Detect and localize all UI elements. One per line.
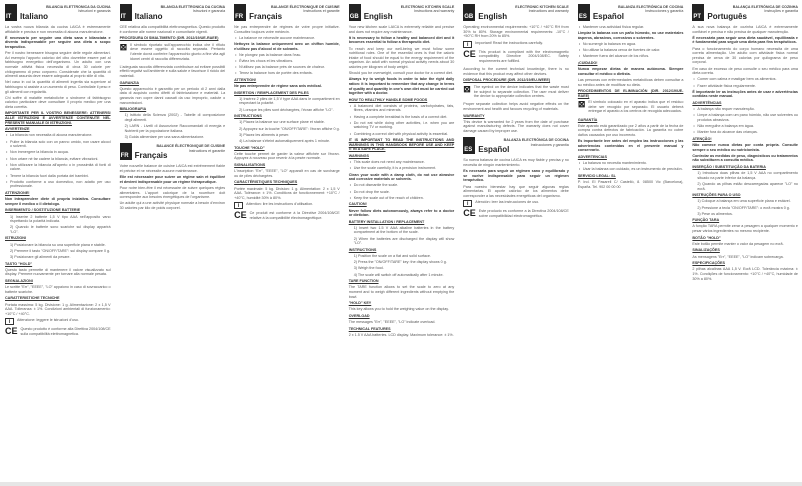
language-name: Español (478, 145, 510, 155)
paragraph: Nel caso in cui la quantità di alimenti ingerita sia superiore al fabbisogno si assiste a un aumento di peso. Controllate il peso e gli alimenti con regolarità. (5, 80, 111, 94)
icon-note-text: Ce produit est conforme à la Directive 2004/108/CE relative à la compatibilité électromagnétique. (249, 211, 340, 220)
bullet-item: • Non utilizzare la bilancia all'aperto o in prossimità di fonti di calore. (5, 163, 111, 172)
numbered-step: 3) Guida alimentare per una sana alimentazione. (124, 134, 205, 139)
numbered-step: 2) Quando le batterie sono scariche sul display apparirà "LO". (10, 225, 111, 234)
bullet-item: • Ne plongez pas la balance dans l'eau. (234, 53, 340, 58)
paragraph: Portata massima: 5 kg. Divisione: 1 g. Alimentazione: 2 x 1,5 V AAA. Tolleranza: ± 1%. Condizioni ambientali di funzionamento: +10°C / +40°C. (5, 302, 111, 316)
numbered-step: 1) Introduza duas pilhas de 1,5 V AAA no compartimento situado na parte inferior da balança. (697, 171, 798, 180)
product-title-block (161, 5, 225, 14)
section-heading: GARANZIA (119, 80, 140, 85)
bold-paragraph: Nettoyez la balance uniquement avec un chiffon humide, n'utilisez pas d'alcool ni de solvants. (234, 41, 340, 51)
language-code-badge: FR (120, 143, 132, 160)
paragraph: Ne pas entreprendre de régimes de votre propre initiative. Consultez toujours votre médecin. (234, 25, 340, 34)
weee-bin-icon: ⊠ (463, 83, 471, 94)
numbered-step: 1) Placez la balance sur une surface plane et stable. (239, 120, 325, 125)
language-name: Español (592, 12, 624, 21)
section-heading: ATTENTION! (234, 77, 257, 82)
section-heading: TECHNICAL FEATURES (348, 326, 391, 331)
bold-paragraph: Controlar as medidas de peso, diagnósticos ou tratamentos não substituem a consulta médica. (692, 153, 798, 163)
paragraph: Questo apparecchio è garantito per un periodo di 2 anni dalla data di acquisto contro difetti di fabbricazione e materiali. La garanzia non copre danni causati da uso improprio, cadute o manomissioni. (119, 86, 226, 105)
manual-column (115, 0, 230, 482)
icon-note-text: Attention: lire les instructions d'utilisation. (246, 202, 314, 207)
product-subtitle: Instructions and warranty (414, 9, 455, 14)
icon-note (578, 100, 684, 115)
bold-paragraph: Não comece nunca dietas por conta própria. Consulte sempre o seu médico ou nutricionista. (692, 143, 798, 152)
section-heading: CAUTION! (348, 202, 367, 207)
bullet-item: • Mantener una actividad física regular. (578, 25, 684, 30)
paragraph: Chi soffre di malattie metaboliche o sindrome di fabbisogno calorico particolare deve consultare il proprio medico per una dieta corretta. (5, 95, 111, 109)
section-heading: ¡CUIDADO! (577, 60, 598, 65)
section-heading: INSERÇÃO / SUBSTITUIÇÃO DA BATERIA (692, 164, 766, 169)
product-title-block (618, 5, 683, 14)
section-heading: HOW TO HEALTHILY HANDLE SOME FOODS (348, 97, 428, 102)
bullet-item: • Non immergere la bilancia in acqua. (5, 150, 111, 155)
paragraph: The TARE function allows to set the scale to zero at any moment and to weigh different ingredients without emptying the bowl. (348, 285, 455, 299)
language-header (578, 2, 684, 21)
product-title-block (401, 5, 455, 14)
bold-paragraph: Ne pas entreprendre de régime sans avis médical. (234, 84, 322, 89)
section-heading: PROCEDURA DI SMALTIMENTO (DIR. 2012/19/UE-RAEE) (119, 36, 219, 41)
paragraph: This device is warranted for 2 years from the date of purchase against manufacturing defects. The warranty does not cover damage caused by improper use. (463, 119, 569, 133)
paragraph: Cette touche permet de garder la valeur affichée sur l'écran. Appuyez à nouveau pour revenir à la pesée normale. (234, 151, 340, 161)
paragraph: Em caso de excesso de peso consulte o seu médico para uma dieta correta. (692, 66, 798, 76)
bullet-item: • Non urtare né far cadere la bilancia, evitare vibrazioni. (5, 157, 111, 162)
numbered-step: 2) Lorsque les piles sont déchargées, l'écran affiche "LO". (239, 107, 334, 112)
weee-bin-icon: ⊠ (119, 41, 128, 52)
icon-note-text: The symbol on the device indicates that the waste must be subject to separate collection. The user must deliver the device to appropriate collection centres. (473, 84, 569, 99)
section-heading: INSTRUÇÕES PARA O USO (692, 193, 741, 198)
paragraph: Este botão permite manter o valor da pesagem no ecrã. (692, 241, 784, 246)
language-name: Italiano (20, 12, 49, 21)
bullet-item: • Comer com calma e mastigar bem os alimentos. (692, 77, 798, 82)
bullet-item: • Tenez la balance hors de portée des enfants. (234, 71, 340, 76)
icon-note-text: Attenzione: leggere le istruzioni d'uso. (17, 318, 79, 323)
numbered-step: 3) Pese os alimentos. (697, 211, 733, 216)
section-heading: INSTRUCTIONS (348, 247, 377, 252)
numbered-step: 1) Istituto della Scienza (2002) - Tabelle di composizione degli alimenti. (124, 113, 226, 122)
manual-column (344, 0, 459, 482)
paragraph: Your new kitchen scale LAICA is extremely reliable and precise and does not require any maintenance. (348, 25, 455, 34)
section-heading: PROCEDIMIENTOS DE ELIMINACIÓN (DIR. 2012/19/UE-RAEE) (577, 89, 684, 98)
page-bottom-edge (0, 482, 802, 486)
product-subtitle: Instructions et garantie (303, 9, 340, 14)
icon-note (463, 50, 569, 65)
bold-paragraph: Nunca empezar dietas de manera autónoma. Siempre consultar el médico o dietista. (577, 67, 684, 76)
language-header (5, 2, 111, 21)
paragraph: 2 pilhas alcalinas AAA 1,5 V. Ecrã LCD. Tolerância máxima: ± 1%. Condições de funcionamento: +10°C / +40°C, humidade de 30% a 80%. (692, 267, 798, 281)
paragraph: CEE relativa alla compatibilità elettromagnetica. Questo prodotto è conforme alle norme nazionali e comunitarie vigenti. (119, 25, 226, 34)
language-name: Français (249, 12, 283, 21)
section-heading: INSERIMENTO / SOSTITUZIONE BATTERIE (5, 208, 81, 213)
paragraph: A sua nova balança de cozinha LAICA é extremamente confiável e precisa e não precisa de qualquer manutenção. (692, 25, 798, 34)
bullet-item: • Manter fora do alcance das crianças. (692, 130, 798, 135)
language-code-badge: PT (692, 4, 704, 21)
product-title: ELECTRONIC KITCHEN SCALE (400, 5, 455, 9)
bullet-item: • Tenere la bilancia fuori dalla portata dei bambini. (5, 174, 111, 179)
bullet-item: • A balança não requer manutenção. (692, 107, 798, 112)
bullet-item: • Combining a correct diet with physical activity is essential. (349, 132, 455, 137)
bullet-item: • Usar la balanza con cuidado, es un instrumento de precisión. (578, 167, 684, 172)
section-heading: OVERLOAD (348, 313, 370, 318)
bold-paragraph: Never follow diets autonomously, always refer to a doctor or dietician. (348, 208, 455, 218)
paragraph: Para o funcionamento do corpo humano necessita de uma correta alimentação. Um adulto com atividade física normal precisa de cerca de 30 calorias por quilograma de peso corporal. (692, 46, 798, 65)
manual-column (458, 0, 573, 482)
ce-mark-icon: CE (5, 326, 18, 337)
section-heading: CARACTÉRISTIQUES TECHNIQUES (234, 180, 298, 185)
numbered-step: 2) LARN - Livelli di Assunzione Raccomandati di energia e Nutrienti per la popolazione italiana. (124, 124, 226, 133)
product-subtitle: Istruzioni e garanzia (78, 9, 111, 14)
paragraph: Le scritte "Err", "EEEE", "LO" appaiono in caso di sovraccarico o batterie scariche. (5, 285, 111, 294)
section-heading: CARATTERISTICHE TECNICHE (5, 296, 60, 301)
language-code-badge: IT (120, 4, 132, 21)
paragraph: Las personas con enfermedades metabólicas deben consultar a su médico antes de modificar su dieta. (577, 77, 684, 87)
manual-column (0, 0, 115, 482)
paragraph: According to the current technical knowledge, there is no evidence that this product may affect other devices. (463, 67, 569, 76)
language-header (463, 2, 569, 21)
read-manual-icon: i (5, 318, 14, 325)
manual-column (573, 0, 688, 482)
bullet-item: • This scale does not need any maintenance. (349, 160, 455, 165)
bullet-item: • A balanced diet consists of proteins, carbohydrates, fats, fibres, vitamins and minerals. (349, 104, 455, 113)
bullet-item: • Não mergulhe a balança em água. (692, 124, 798, 129)
language-code-badge: FR (234, 4, 246, 21)
bullet-item: • Pulire la bilancia solo con un panno umido, non usare alcool o solventi. (5, 140, 111, 149)
section-heading: GARANTÍA (577, 117, 598, 122)
section-heading: INSERTION / REMPLACEMENT DES PILES (234, 90, 309, 95)
section-heading: FUNÇÃO TARA (692, 218, 720, 223)
ce-mark-icon: CE (463, 208, 476, 219)
product-title-block (733, 5, 798, 14)
bullet-item: • La balanza no necesita mantenimiento. (578, 161, 684, 166)
numbered-step: 2) Press the "ON/OFF/TARE" key: the display shows 0 g. (353, 260, 447, 265)
paragraph: L'inscription "Err", "EEEE", "LO" apparaît en cas de surcharge ou de piles déchargées. (234, 169, 340, 178)
section-heading: DISPOSAL PROCEDURE (DIR. 2012/19/EU-WEEE) (463, 78, 551, 83)
bullet-item: • Use the scale carefully, it is a precision instrument. (349, 166, 455, 171)
product-title: BALANCE ÉLECTRONIQUE DE CUISINE (271, 5, 340, 9)
language-header (234, 2, 340, 21)
numbered-step: 2) Quando as pilhas estão descarregadas aparece "LO" no ecrã. (697, 181, 798, 191)
bullet-item: • Having a complete breakfast is the basis of a correct diet. (349, 115, 455, 120)
bullet-item: • Limpe a balança com um pano húmido, não use solventes ou produtos abrasivos. (692, 113, 798, 122)
paragraph: A função TARA permite zerar a pesagem a qualquer momento e pesar vários ingredientes no mesmo recipiente. (692, 224, 798, 234)
language-header (692, 2, 798, 21)
bullet-item: • No sumergir la balanza en agua. (578, 42, 684, 47)
product-title-block (515, 5, 569, 14)
numbered-step: 1) Coloque a balança em uma superfície plana e estável. (697, 199, 791, 204)
section-heading: ATTENZIONE! (5, 190, 30, 195)
bullet-item: • Mantener fuera del alcance de los niños. (578, 54, 684, 59)
icon-note-text: Il simbolo riportato sull'apparecchio indica che il rifiuto deve essere oggetto di raccolta separata. Pertanto l'utente dovrà conferire l'apparecchio giunto a fine vita agli idonei centri di raccolta differenziata. (130, 42, 226, 61)
read-manual-icon: i (234, 202, 243, 209)
product-subtitle: Istruzioni e garanzia (192, 9, 226, 14)
paragraph: Pour notre bien-être il est nécessaire de suivre quelques règles alimentaires. L'apport calorique de la nourriture doit correspondre aux besoins énergétiques de l'organisme. (119, 186, 226, 200)
section-heading: SERVICIO LEGAL: SL (577, 173, 616, 178)
language-code-badge: ES (578, 4, 590, 21)
product-subtitle: Instrucciones y garantía (530, 142, 569, 147)
section-heading: ADVERTENCIAS (577, 155, 607, 159)
paragraph: Should you be overweight, consult your doctor for a correct diet. (348, 71, 454, 76)
paragraph: Su nueva balanza de cocina LAICA es muy fiable y precisa y no necesita de ningún mantenimiento. (463, 158, 569, 168)
language-header (349, 2, 455, 21)
paragraph: To reach and keep our well-being we must follow some nutritional rules. One of the essential ones is that the caloric intake of food should be equal to the energy requirement of the organism. An adult with normal physical activity needs about 30 calories per kilogram of body weight. (348, 46, 455, 69)
paragraph: Portée maximale: 5 kg. Division: 1 g. Alimentation: 2 x 1,5 V AAA. Tolérance: ± 1%. Conditions de fonctionnement: +10°C / +40°C, humidité 30% à 80%. (234, 186, 340, 200)
bullet-item: • Do not eat while doing other activities, i.e. when you are watching TV or working. (349, 121, 455, 130)
product-title: BALANCE ÉLECTRONIQUE DE CUISINE (156, 144, 226, 149)
section-heading: SIGNALISATIONS (234, 162, 266, 167)
icon-note (5, 327, 111, 338)
section-heading: SINALIZAÇÕES (692, 248, 720, 253)
bold-paragraph: Es necesaria para seguir un régimen sano y equilibrado y se vuelve indispensable para seguir un régimen terapéutico. (463, 169, 569, 183)
bullet-item: • La bilancia non necessita di alcuna manutenzione. (5, 133, 111, 138)
product-title-block (271, 5, 340, 14)
icon-note (463, 41, 569, 48)
paragraph: Un adulte qui a une activité physique normale a besoin d'environ 30 calories par kilo de poids corporel. (119, 201, 226, 210)
icon-note (234, 202, 340, 209)
numbered-step: 4) The scale will switch off automatically after 1 minute. (353, 272, 444, 277)
product-subtitle: Instruções e garantia (764, 9, 798, 14)
read-manual-icon: i (463, 41, 472, 48)
numbered-step: 2) Appuyez sur la touche "ON/OFF/TARE": l'écran affiche 0 g. (239, 126, 340, 131)
paragraph: P. Ind. El Pasarell C/ Castelló, 8. 08500 Vic (Barcelona), España. Tel. 902 00 00 00 (577, 180, 684, 189)
product-subtitle: Instructions et garantie (188, 148, 226, 153)
paragraph: Per il nostro benessere bisogna seguire delle regole alimentari. Ad esempio l'apporto calorico del cibo dovrebbe essere pari al fabbisogno energetico dell'organismo. Un adulto con una normale attività fisica necessita di circa 30 calorie per chilogrammo di peso corporeo. Considerate che la quantità di alimenti assunta deve essere adeguata al proprio stile di vita. (5, 51, 111, 79)
language-name: Português (707, 12, 747, 21)
paragraph: As mensagens "Err", "EEEE", "LO" indicam sobrecarga. (692, 254, 784, 259)
section-heading: ADVERTÊNCIAS (692, 100, 722, 105)
bullet-item: • Prodotto conforme a uso domestico, non adatto per uso professionale. (5, 180, 111, 189)
product-title-block (156, 144, 225, 153)
language-name: English (363, 12, 393, 21)
paragraph: Votre nouvelle balance de cuisine LAICA est extrêmement fiable et précise et ne nécessite aucune maintenance. (119, 164, 226, 174)
product-title: BALANÇA ELETRÓNICA DE COZINHA (732, 5, 798, 9)
icon-note (234, 211, 340, 222)
bold-paragraph: Always try to weigh foods in order to take the right daily ration: it is important to remember that any change in terms of quality and quantity in one's own diet must be carried out together with a doctor. (348, 77, 455, 96)
ce-mark-icon: CE (234, 210, 247, 221)
paragraph: Este aparato está garantizado por 2 años a partir de la fecha de compra contra defectos de fabricación. La garantía no cubre daños causados por uso incorrecto. (577, 123, 684, 138)
numbered-step: 2) Premere il tasto "ON/OFF/TARE": sul display compare 0 g. (10, 248, 111, 253)
bullet-item: • Keep the scale out of the reach of children. (349, 196, 455, 201)
language-name: Italiano (134, 12, 163, 21)
bullet-item: • N'utilisez pas la balance près de sources de chaleur. (234, 65, 340, 70)
bold-paragraph: Limpiar la balanza con un paño húmedo, no use materiales ásperos, abrasivos, corrosivos o solventes. (577, 31, 684, 40)
bullet-item: • Do not dismantle the scale. (349, 183, 455, 188)
paragraph: L'adeguata raccolta differenziata contribuisce ad evitare possibili effetti negativi sull'ambiente e sulla salute e favorisce il riciclo dei materiali. (119, 64, 226, 78)
bold-paragraph: Elle est nécessaire pour suivre un régime sain et équilibré et devient indispensable pour un régime thérapeutique. (119, 175, 226, 184)
numbered-step: 1) Insérez 2 piles de 1,5 V type AAA dans le compartiment en respectant la polarité. (239, 96, 340, 106)
icon-note-text: Atención: leer las instrucciones de uso. (475, 200, 540, 205)
product-title: BALANZA ELECTRÓNICA DE COCINA (618, 5, 684, 9)
paragraph: Operating environmental requirements: +10°C / +40°C RH from 30% to 80%. Storage environmental requirements: -10°C / +50°C RH from 20% to 85%. (463, 25, 569, 39)
section-heading: TOUCHE "HOLD" (234, 145, 265, 150)
bold-paragraph: Es importante leer antes del empleo las instrucciones y las advertencias contenidas en el presente manual y conservarlo. (577, 139, 684, 153)
bullet-item: • Fazer atividade física regularmente. (692, 84, 798, 89)
section-heading: IT IS IMPORTANT TO READ THE INSTRUCTIONS AND WARNINGS IN THIS HANDBOOK BEFORE USE AND KEEP IT IN A SAFE PLACE. (348, 138, 455, 152)
product-title-block (504, 138, 569, 147)
section-heading: WARNINGS (348, 154, 369, 158)
paragraph: The messages "Err", "EEEE", "LO" indicate overload. (348, 320, 436, 325)
language-code-badge: GB (463, 4, 475, 21)
language-code-badge: GB (349, 4, 361, 21)
section-heading: SEGNALAZIONI (5, 279, 33, 283)
icon-note (463, 85, 569, 100)
icon-note (463, 209, 569, 220)
manual-column (229, 0, 344, 482)
section-heading: INSTRUCTIONS (234, 114, 262, 119)
section-heading: "HOLD" KEY (348, 301, 372, 306)
numbered-step: 2) Pressione a tecla "ON/OFF/TARE": o ecrã mostra 0 g. (697, 205, 790, 210)
product-subtitle: Instrucciones y garantía (645, 9, 684, 14)
numbered-step: 1) Insert two 1.5 V AAA alkaline batteries in the battery compartment at the bottom of the scale. (353, 225, 455, 235)
section-heading: ATENÇÃO! (692, 136, 712, 141)
section-heading: TASTO "HOLD" (5, 261, 33, 266)
icon-note-text: El símbolo colocado en el aparato indica que el residuo debe ser recogido por separado. El usuario deberá entregar el aparato a los centros de recogida adecuados. (588, 100, 684, 114)
product-title: BALANZA ELECTRÓNICA DE COCINA (503, 138, 569, 143)
language-header (120, 2, 226, 21)
bold-paragraph: É necessária para seguir uma dieta saudável, equilibrada e é fundamental para seguir uma dieta para fins terapêuticos. (692, 35, 798, 45)
product-title-block (46, 5, 110, 14)
section-heading: AVVERTENZE (5, 127, 30, 132)
icon-note-text: Questo prodotto è conforme alla Direttiva 2004/108/CE sulla compatibilità elettromagnetica. (20, 327, 111, 336)
bullet-item: • La balance ne nécessite aucune maintenance. (234, 36, 340, 41)
section-heading: BOTÃO "HOLD" (692, 235, 721, 240)
product-subtitle: Instructions and warranty (528, 9, 569, 14)
paragraph: This key allows you to hold the weighing value on the display. (348, 307, 449, 312)
bold-paragraph: É importante ler as instruções antes de usar e advertências contidas neste manual. (692, 89, 798, 99)
numbered-step: 3) Posizionare gli alimenti da pesare. (10, 255, 71, 260)
product-title: BILANCIA ELETTRONICA DA CUCINA (160, 5, 226, 9)
language-header (463, 135, 569, 154)
numbered-step: 1) Inserire 2 batterie 1,5 V tipo AAA nell'apposito vano rispettando la polarità indicata. (10, 214, 111, 224)
paragraph: Para nuestro bienestar hay que seguir algunas reglas alimentarias. El aporte calórico de los alimentos debe corresponder a las necesidades energéticas del organismo. (463, 184, 569, 198)
bullet-item: • Évitez les chocs et les vibrations. (234, 59, 340, 64)
language-header (120, 141, 226, 160)
manual-column (687, 0, 802, 482)
bold-paragraph: Non intraprendere diete di propria iniziativa. Consultare sempre il medico o il dietologo. (5, 197, 111, 206)
section-heading: TARE FUNCTION (348, 279, 379, 284)
product-title: ELECTRONIC KITCHEN SCALE (515, 5, 569, 9)
section-heading: BIBLIOGRAFIA (119, 107, 147, 112)
icon-note-text: Este producto es conforme a la Directiva 2004/108/CE sobre compatibilidad electromagnética. (478, 209, 569, 218)
bold-paragraph: Clean your scale with a damp cloth, do not use abrasive and corrosive materials or solvents. (348, 172, 455, 182)
numbered-step: 1) Position the scale on a flat and solid surface. (353, 254, 431, 259)
read-manual-icon: i (463, 200, 472, 207)
section-heading: BATTERY INSTALLATION / REPLACEMENT (348, 219, 425, 224)
icon-note-text: Important! Read the instructions carefully. (475, 40, 544, 45)
language-name: Français (134, 151, 168, 161)
icon-note (463, 200, 569, 207)
numbered-step: 1) Posizionare la bilancia su una superficie piana e stabile. (10, 242, 106, 247)
paragraph: 2 x 1.5 V AAA batteries. LCD display. Maximum tolerance: ± 1%. (348, 332, 454, 337)
ce-mark-icon: CE (463, 48, 476, 59)
bold-paragraph: It is necessary to follow a healthy and balanced diet and it becomes essential to follow a therapeutic diet. (348, 35, 455, 45)
weee-bin-icon: ⊠ (577, 99, 586, 110)
bullet-item: • Do not drop the scale. (349, 190, 455, 195)
bold-paragraph: È necessario per seguire una dieta sana e bilanciata e diventa indispensabile per seguire una dieta a scopo terapeutico. (5, 35, 111, 49)
icon-note (5, 318, 111, 325)
language-name: English (478, 12, 508, 21)
section-heading: ISTRUZIONI (5, 236, 26, 241)
numbered-step: 3) Placez les aliments à peser. (239, 132, 290, 137)
section-heading: IMPORTANTE PER IL VOSTRO BENESSERE: ATTENERSI ALLE ISTRUZIONI E AVVERTENZE CONTENUTE NEL PRESENTE MANUALE DI ISTRUZIONI. (5, 111, 111, 125)
numbered-step: 2) When the batteries are discharged the display will show "LO". (353, 236, 455, 246)
language-code-badge: IT (5, 4, 17, 21)
icon-note-text: This product is compliant with the electromagnetic compatibility Directive 2004/108/EC. Safety requirements are fulfilled. (478, 49, 569, 63)
bullet-item: • No utilizar la balanza cerca de fuentes de calor. (578, 48, 684, 53)
paragraph: Proper separate collection helps avoid negative effects on the environment and health and favours recycling of materials. (463, 102, 569, 111)
numbered-step: 3) Weigh the food. (353, 266, 384, 271)
section-heading: ESPECIFICAÇÕES (692, 261, 725, 266)
section-heading: WARRANTY (463, 113, 485, 118)
paragraph: Questo tasto permette di mantenere il valore visualizzato sul display. Premere nuovamente per tornare alla normale pesata. (5, 267, 111, 277)
product-title: BILANCIA ELETTRONICA DA CUCINA (46, 5, 111, 9)
numbered-step: 4) La balance s'éteint automatiquement après 1 minute. (239, 139, 331, 143)
language-code-badge: ES (463, 137, 475, 154)
paragraph: La vostra nuova bilancia da cucina LAICA è estremamente affidabile e precisa e non necessita di alcuna manutenzione. (5, 25, 111, 34)
icon-note (120, 43, 226, 63)
